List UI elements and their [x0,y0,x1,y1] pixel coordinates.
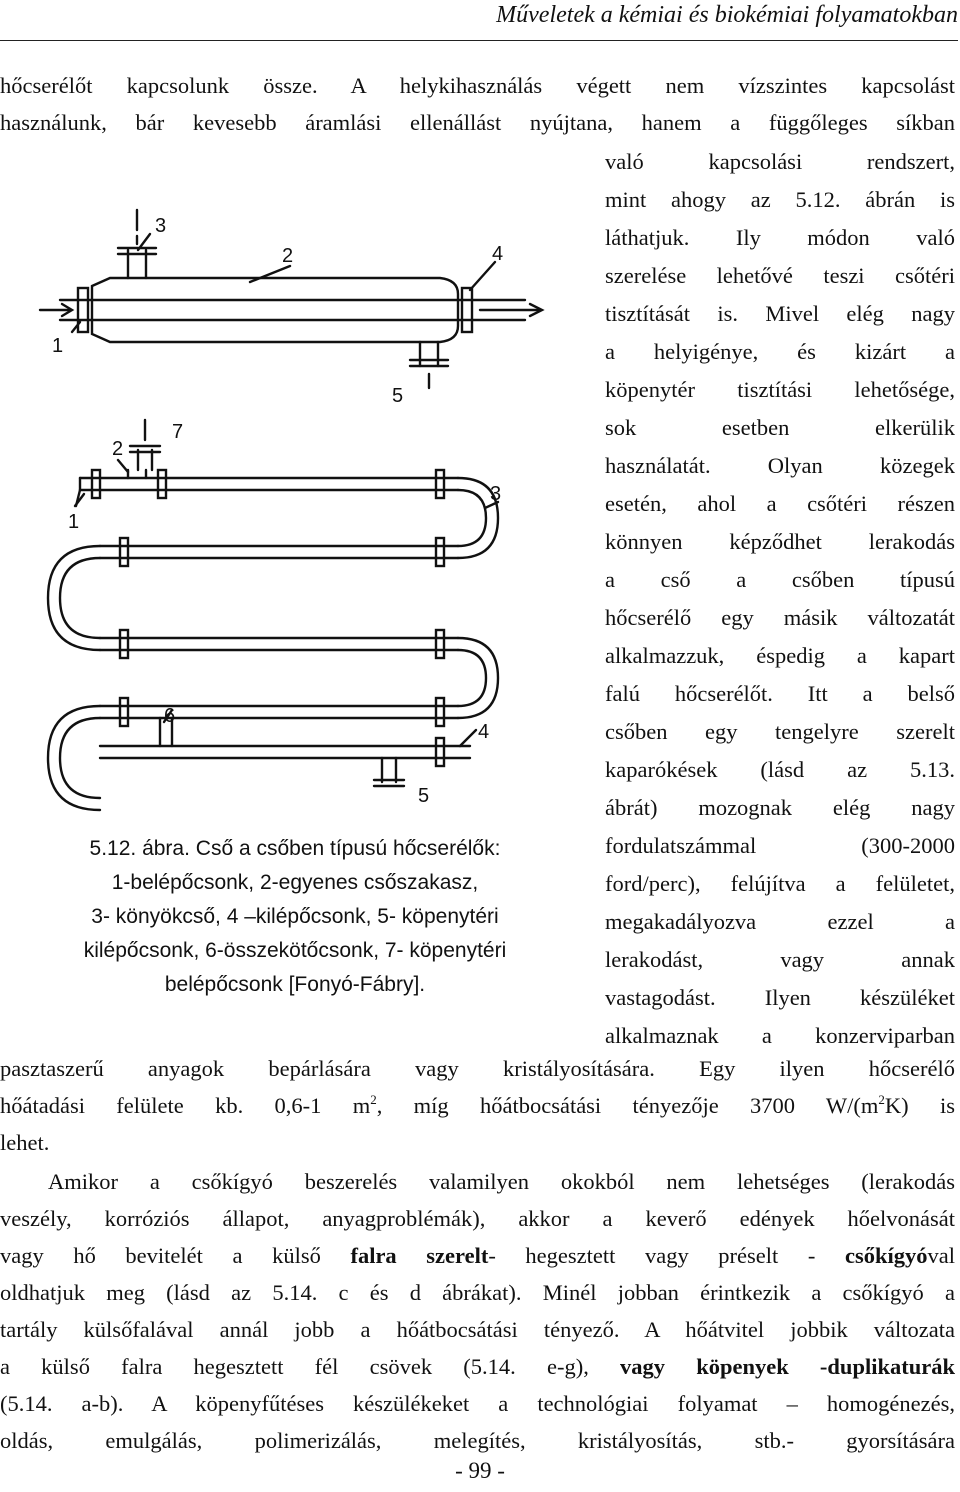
running-header: Műveletek a kémiai és biokémiai folyamatokban [496,2,958,28]
paragraph-2 [0,1163,955,1459]
label-3-top: 3 [155,215,167,237]
body-line: oldhatjuk meg (lásd az 5.14. c és d ábrákat). Minél jobban érintkezik a csőkígyó a [0,1280,955,1305]
label-1-bottom: 1 [68,511,80,533]
side-line: alkalmazzuk, éspedig a kapart [605,643,955,668]
body-line: hőátadási felülete kb. 0,6-1 $m^2$, míg hőátbocsátási tényezője 3700 $W/(m^2K)$ is [0,1092,955,1118]
label-4-bottom: 4 [478,721,490,743]
label-5-top: 5 [392,385,404,407]
side-line: a helyigénye, és kizárt a [605,339,955,364]
body-line: Amikor a csőkígyó beszerelés valamilyen okokból nem lehetséges (lerakodás [48,1169,955,1194]
label-7-bottom: 7 [172,421,184,443]
body-line: (5.14. a-b). A köpenyfűtéses készülékeket a technológiai folyamat – homogénezés, [0,1391,955,1416]
side-line: esetén, ahol a csőtéri részen [605,491,955,516]
straight-exchanger [40,210,542,388]
body-line: lehet. [0,1130,50,1155]
figure-caption [0,832,590,1002]
side-line: a cső a csőben típusú [605,567,955,592]
side-line: használatát. Olyan közegek [605,453,955,478]
body-line: tartály külsőfalával annál jobb a hőátbocsátási tényező. A hőátvitel jobbik változata [0,1317,955,1342]
side-line: lerakodást, vagy annak [605,947,955,972]
side-line: alkalmaznak a konzerviparban [605,1023,955,1048]
label-3-bottom: 3 [490,483,502,505]
side-line: kaparókések (lásd az 5.13. [605,757,955,782]
body-line: veszély, korróziós állapot, anyagproblémák), akkor a keverő edények hőelvonását [0,1206,955,1231]
side-line: hőcserélő egy másik változatát [605,605,955,630]
side-line: csőben egy tengelyre szerelt [605,719,955,744]
caption-line: 5.12. ábra. Cső a csőben típusú hőcserélők: [89,837,501,860]
caption-line: kilépőcsonk, 6-összekötőcsonk, 7- köpenytéri [83,939,507,962]
label-2-bottom: 2 [112,438,124,460]
page-number: - 99 - [455,1458,505,1483]
label-4-top: 4 [492,243,504,265]
side-line: megakadályozva ezzel a [605,909,955,934]
label-5-bottom: 5 [418,785,430,807]
paragraph-continuation [0,1050,955,1161]
intro-line-2: használunk, bár kevesebb áramlási ellenállást nyújtana, hanem a függőleges síkban [0,110,955,135]
side-line: szerelése lehetővé teszi csőtéri [605,263,955,288]
label-1-top: 1 [52,335,64,357]
side-line: tisztítását is. Mivel elég nagy [605,301,955,326]
caption-line: 1-belépőcsonk, 2-egyenes csőszakasz, [111,871,479,894]
side-line: ford/perc), felújítva a felületet, [605,871,955,896]
label-6-bottom: 6 [164,705,176,727]
caption-line: 3- könyökcső, 4 –kilépőcsonk, 5- köpenytéri [91,905,499,928]
header-divider [0,40,958,41]
side-line: mint ahogy az 5.12. ábrán is [605,187,955,212]
intro-line-1: hőcserélőt kapcsolunk össze. A helykihasználás végett nem vízszintes kapcsolást [0,73,955,98]
side-line: köpenytér tisztítási lehetősége, [605,377,955,402]
side-line: láthatjuk. Ily módon való [605,225,955,250]
side-line: falú hőcserélőt. Itt a belső [605,681,955,706]
body-line: a külső falra hegesztett fél csövek (5.14. e-g), vagy köpenyek -duplikaturák [0,1354,955,1379]
heat-exchanger-diagram [0,190,600,830]
side-column-text [605,143,955,1055]
side-line: fordulatszámmal (300-2000 [605,833,955,858]
body-line: vagy hő bevitelét a külső falra szerelt- hegesztett vagy préselt - csőkígyóval [0,1243,955,1268]
side-line: könnyen képződhet lerakodás [605,529,955,554]
side-line: ábrát) mozognak elég nagy [605,795,955,820]
body-line: pasztaszerű anyagok bepárlására vagy kristályosítására. Egy ilyen hőcserélő [0,1056,955,1081]
side-line: való kapcsolási rendszert, [605,149,955,174]
side-line: vastagodást. Ilyen készüléket [605,985,955,1010]
caption-line: belépőcsonk [Fonyó-Fábry]. [164,973,426,996]
side-line: sok esetben elkerülik [605,415,955,440]
hairpin-exchanger [48,420,498,810]
label-2-top: 2 [282,245,294,267]
body-line: oldás, emulgálás, polimerizálás, melegítés, kristályosítás, stb.- gyorsítására [0,1428,955,1453]
